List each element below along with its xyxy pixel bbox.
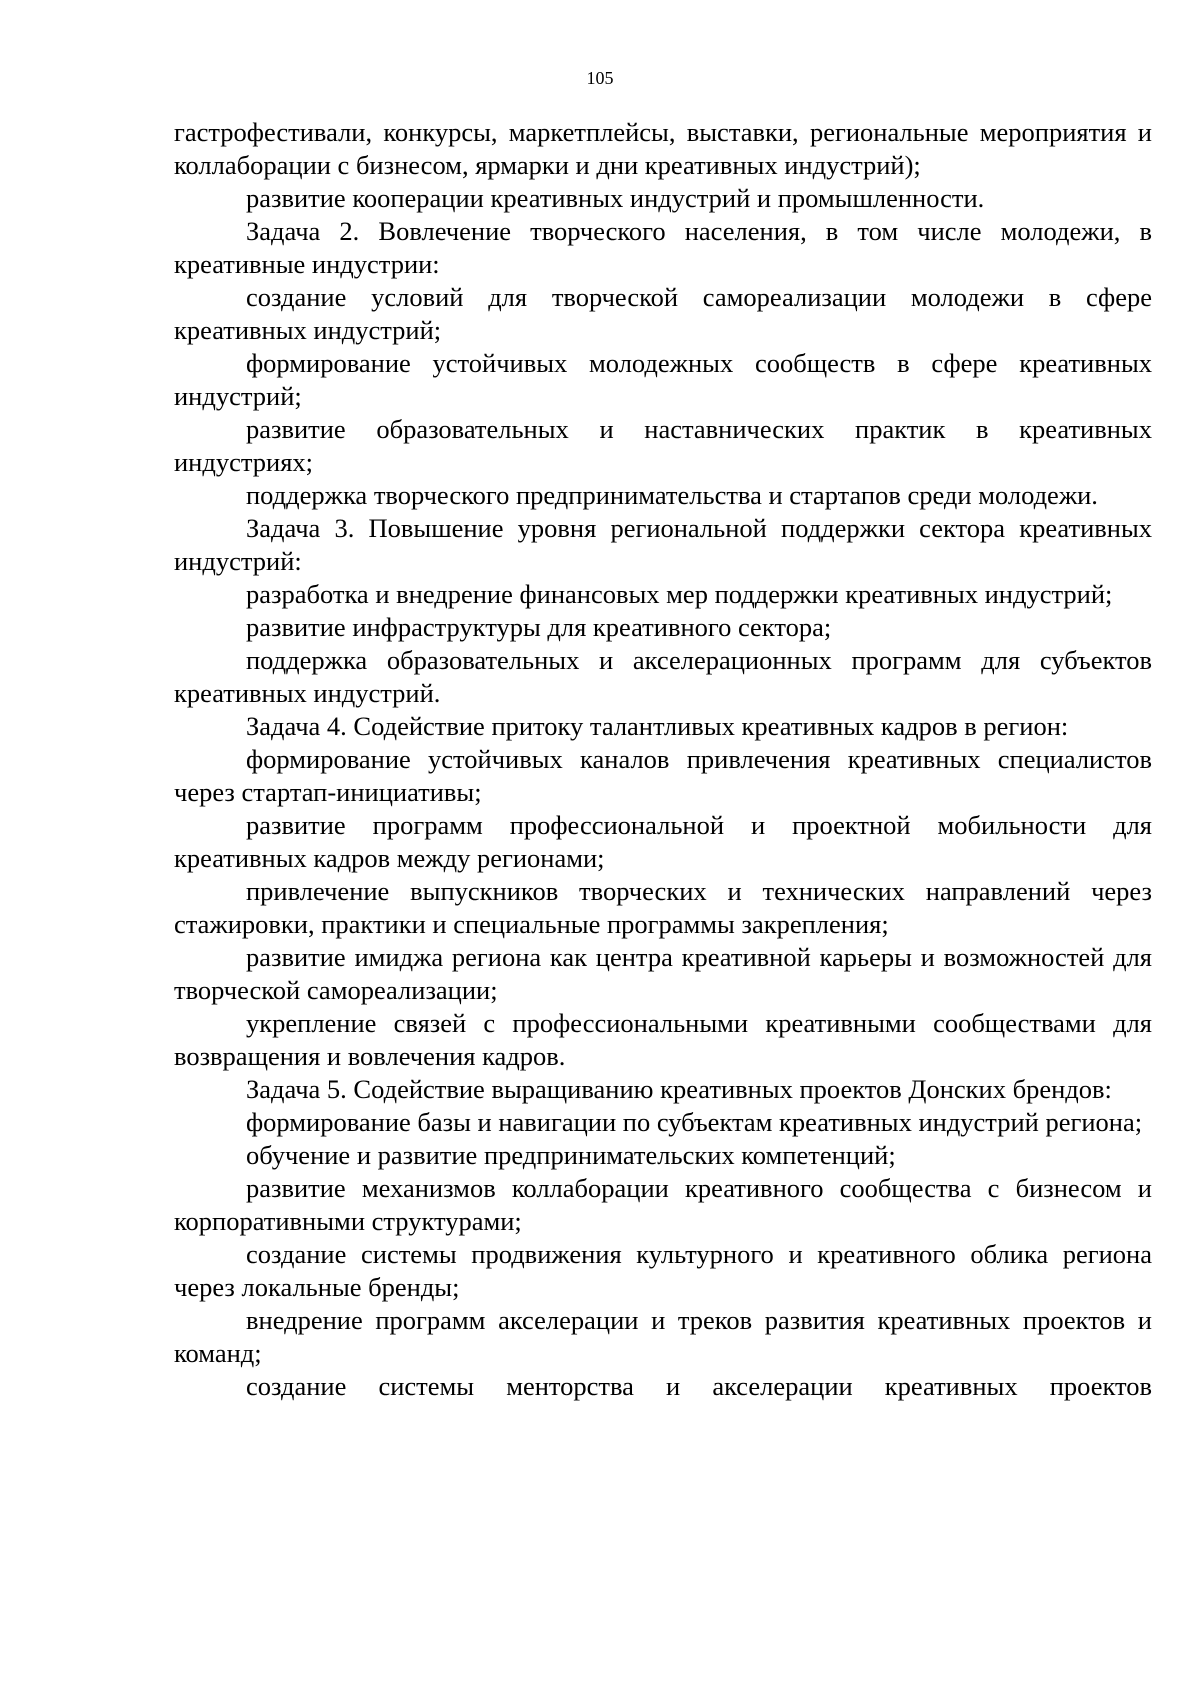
paragraph: привлечение выпускников творческих и технических направлений через стажировки, практики и специальные программы закрепления; (174, 876, 1152, 939)
paragraph: поддержка образовательных и акселерационных программ для субъектов креативных индустрий. (174, 645, 1152, 708)
paragraph: Задача 4. Содействие притоку талантливых креативных кадров в регион: (246, 711, 1069, 741)
paragraph: развитие образовательных и наставнических практик в креативных индустриях; (174, 414, 1152, 477)
paragraph: развитие механизмов коллаборации креативного сообщества с бизнесом и корпоративными структурами; (174, 1173, 1152, 1236)
paragraph: развитие имиджа региона как центра креативной карьеры и возможностей для творческой самореализации; (174, 942, 1152, 1005)
paragraph: Задача 2. Вовлечение творческого населения, в том числе молодежи, в креативные индустрии: (174, 216, 1152, 279)
paragraph: формирование устойчивых каналов привлечения креативных специалистов через стартап-инициативы; (174, 744, 1152, 807)
paragraph: разработка и внедрение финансовых мер поддержки креативных индустрий; (246, 579, 1113, 609)
paragraph: создание условий для творческой самореализации молодежи в сфере креативных индустрий; (174, 282, 1152, 345)
paragraph: обучение и развитие предпринимательских компетенций; (246, 1140, 896, 1170)
paragraph: гастрофестивали, конкурсы, маркетплейсы, выставки, региональные мероприятия и коллаборации с бизнесом, ярмарки и дни креативных индустрий); (174, 117, 1152, 180)
paragraph: поддержка творческого предпринимательства и стартапов среди молодежи. (246, 480, 1098, 510)
paragraph: Задача 5. Содействие выращиванию креативных проектов Донских брендов: (246, 1074, 1112, 1104)
paragraph: создание системы менторства и акселерации креативных проектов (246, 1371, 1152, 1401)
paragraph: Задача 3. Повышение уровня региональной поддержки сектора креативных индустрий: (174, 513, 1152, 576)
paragraph: формирование базы и навигации по субъектам креативных индустрий региона; (246, 1107, 1143, 1137)
paragraph: внедрение программ акселерации и треков развития креативных проектов и команд; (174, 1305, 1152, 1368)
paragraph: развитие программ профессиональной и проектной мобильности для креативных кадров между регионами; (174, 810, 1152, 873)
paragraph: развитие кооперации креативных индустрий и промышленности. (246, 183, 985, 213)
document-body (174, 116, 1152, 1403)
page-number: 105 (586, 68, 614, 88)
paragraph: укрепление связей с профессиональными креативными сообществами для возвращения и вовлечения кадров. (174, 1008, 1152, 1071)
paragraph: развитие инфраструктуры для креативного сектора; (246, 612, 832, 642)
paragraph: создание системы продвижения культурного и креативного облика региона через локальные бренды; (174, 1239, 1152, 1302)
paragraph: формирование устойчивых молодежных сообществ в сфере креативных индустрий; (174, 348, 1152, 411)
